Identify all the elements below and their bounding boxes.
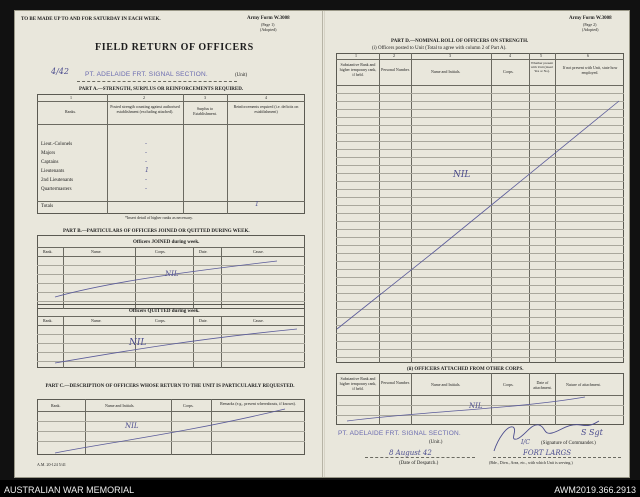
hand-mark-2nd-lieutenants: - bbox=[145, 176, 148, 183]
quitted-col-corps: Corps. bbox=[155, 318, 166, 323]
attached-col-personal-number: Personal Number. bbox=[381, 380, 410, 385]
part-c-col-remarks: Remarks (e.g., present whereabouts, if known). bbox=[220, 401, 296, 406]
part-a-colnum-2: 2 bbox=[143, 95, 145, 100]
place-label: (Bde., Divn., Area, etc., with which Unit is serving.) bbox=[489, 460, 573, 465]
hand-mark-captains: - bbox=[145, 158, 148, 165]
joined-col-rank: Rank. bbox=[43, 249, 53, 254]
page-title: FIELD RETURN OF OFFICERS bbox=[95, 42, 254, 53]
rank-lieutenants: Lieutenants bbox=[41, 169, 65, 174]
part-a-heading: PART A.—STRENGTH, SURPLUS OR REINFORCEMENTS REQUIRED. bbox=[79, 87, 244, 92]
part-c-col-rank: Rank. bbox=[51, 403, 61, 408]
rank-captains: Captains bbox=[41, 160, 59, 165]
place-handwritten: FORT LARGS bbox=[523, 449, 571, 457]
attached-col-nature: Nature of attachment. bbox=[566, 382, 601, 387]
quitted-col-date: Date. bbox=[199, 318, 208, 323]
part-d-col-present: Whether present with Unit (insert Yes or No). bbox=[530, 61, 554, 73]
footer-institution: AUSTRALIAN WAR MEMORIAL bbox=[4, 485, 135, 495]
hand-mark-majors: - bbox=[145, 149, 148, 156]
part-c-nil: NIL bbox=[125, 422, 139, 430]
attached-nil: NIL bbox=[469, 402, 483, 410]
quitted-col-cause: Cause. bbox=[253, 318, 264, 323]
joined-nil: NIL bbox=[165, 270, 179, 278]
attached-col-rank: Substantive Rank and higher temporary rank, if held. bbox=[339, 376, 377, 391]
part-d-sub-ii: (ii) OFFICERS ATTACHED FROM OTHER CORPS. bbox=[407, 367, 524, 372]
joined-cross-stroke bbox=[55, 261, 277, 297]
quitted-col-rank: Rank. bbox=[43, 318, 53, 323]
part-d-colnum-1: 1 bbox=[355, 53, 357, 58]
part-d-colnum-2: 2 bbox=[393, 53, 395, 58]
commander-signature bbox=[494, 421, 599, 451]
part-d-colnum-6: 6 bbox=[587, 53, 589, 58]
attached-cross-stroke bbox=[347, 397, 585, 421]
rank-quartermasters: Quartermasters bbox=[41, 187, 72, 192]
part-d-nil: NIL bbox=[453, 170, 471, 180]
unit-label-left: (Unit) bbox=[235, 73, 248, 78]
hand-mark-quartermasters: - bbox=[145, 185, 148, 192]
hand-mark-totals: 1 bbox=[255, 201, 259, 208]
part-c-col-corps: Corps. bbox=[183, 403, 194, 408]
joined-col-date: Date. bbox=[199, 249, 208, 254]
footer-accession-number: AWM2019.366.2913 bbox=[554, 485, 636, 495]
quitted-nil: NIL bbox=[129, 338, 147, 348]
rank-lieut-colonels: Lieut.-Colonels bbox=[41, 142, 73, 147]
part-c-heading: PART C.—DESCRIPTION OF OFFICERS WHOSE RETURN TO THE UNIT IS PARTICULARLY REQUESTED. bbox=[45, 384, 295, 389]
part-c-col-name: Name and Initials. bbox=[105, 403, 135, 408]
unit-stamp-right: PT. ADELAIDE FRT. SIGNAL SECTION. bbox=[338, 430, 461, 437]
joined-col-cause: Cause. bbox=[253, 249, 264, 254]
archive-footer bbox=[0, 480, 640, 497]
part-a-colnum-1: 1 bbox=[70, 95, 72, 100]
hand-mark-lt-col: - bbox=[145, 140, 148, 147]
form-id-left: Army Form W.3008 bbox=[247, 16, 290, 21]
ic-handwritten: I/C bbox=[521, 439, 530, 446]
part-a-colnum-4: 4 bbox=[265, 95, 267, 100]
part-a-footnote: *Insert detail of higher ranks as necessary. bbox=[125, 215, 193, 220]
part-a-col-reinforcements: Reinforcements required (i.e. deficits on establishment) bbox=[233, 104, 299, 114]
attached-col-name: Name and Initials. bbox=[431, 382, 461, 387]
part-a-col-posted: Posted strength counting against authorised establishment (excluding attached). bbox=[110, 104, 180, 114]
part-a-colnum-3: 3 bbox=[204, 95, 206, 100]
part-a-col-ranks: Ranks. bbox=[65, 109, 76, 114]
part-d-col-name: Name and Initials. bbox=[431, 69, 461, 74]
joined-col-name: Name. bbox=[91, 249, 102, 254]
quitted-col-name: Name. bbox=[91, 318, 102, 323]
part-d-sub-i: (i) Officers posted to Unit (Total to agree with column 2 of Part A). bbox=[372, 46, 507, 51]
unit-stamp-left: PT. ADELAIDE FRT. SIGNAL SECTION. bbox=[85, 71, 208, 78]
part-d-heading: PART D.—NOMINAL ROLL OF OFFICERS ON STRENGTH. bbox=[391, 39, 529, 44]
part-c-cross-stroke bbox=[55, 409, 285, 453]
part-d-col-rank: Substantive Rank and higher temporary rank, if held. bbox=[339, 62, 377, 77]
form-page-left: (Page 1) bbox=[261, 22, 275, 27]
hand-mark-lieutenants: 1 bbox=[145, 167, 149, 174]
signature-label: (Signature of Commander.) bbox=[541, 441, 596, 446]
joined-title: Officers JOINED during week. bbox=[133, 240, 200, 245]
top-note: TO BE MADE UP TO AND FOR SATURDAY IN EACH WEEK. bbox=[21, 17, 161, 22]
part-b-heading: PART B.—PARTICULARS OF OFFICERS JOINED OR QUITTED DURING WEEK. bbox=[63, 229, 250, 234]
part-d-cross-stroke bbox=[337, 101, 619, 329]
handwritten-strokes bbox=[15, 11, 630, 478]
part-d-colnum-4: 4 bbox=[509, 53, 511, 58]
attached-col-date: Date of attachment. bbox=[533, 380, 552, 390]
part-d-colnum-5: 5 bbox=[540, 53, 542, 58]
part-a-col-surplus: Surplus to Establishment. bbox=[193, 106, 217, 116]
rank-handwritten: S Sgt bbox=[581, 428, 603, 437]
form-adapted-right: (Adopted) bbox=[582, 27, 599, 32]
despatch-date-handwritten: 8 August 42 bbox=[389, 449, 432, 457]
form-adapted-left: (Adopted) bbox=[260, 27, 277, 32]
form-page-right: (Page 2) bbox=[583, 22, 597, 27]
attached-col-corps: Corps. bbox=[503, 382, 514, 387]
form-id-right: Army Form W.3008 bbox=[569, 16, 612, 21]
rank-2nd-lieutenants: 2nd Lieutenants bbox=[41, 178, 74, 183]
quitted-title: Officers QUITTED during week. bbox=[129, 309, 200, 314]
form-sheet bbox=[14, 10, 630, 478]
unit-label-right: (Unit.) bbox=[429, 440, 443, 445]
part-d-col-personal-number: Personal Number. bbox=[381, 67, 410, 72]
joined-col-corps: Corps. bbox=[155, 249, 166, 254]
quitted-cross-stroke bbox=[55, 329, 297, 363]
rank-majors: Majors bbox=[41, 151, 56, 156]
part-d-col-employed: If not present with Unit, state how employed. bbox=[562, 65, 618, 75]
rank-totals: Totals bbox=[41, 204, 54, 209]
part-d-col-corps: Corps. bbox=[503, 69, 514, 74]
part-d-colnum-3: 3 bbox=[449, 53, 451, 58]
print-code: A.M. 20-124 5/41 bbox=[37, 462, 66, 467]
date-handwritten: 4/42 bbox=[51, 67, 69, 76]
despatch-date-label: (Date of Despatch.) bbox=[399, 461, 439, 466]
